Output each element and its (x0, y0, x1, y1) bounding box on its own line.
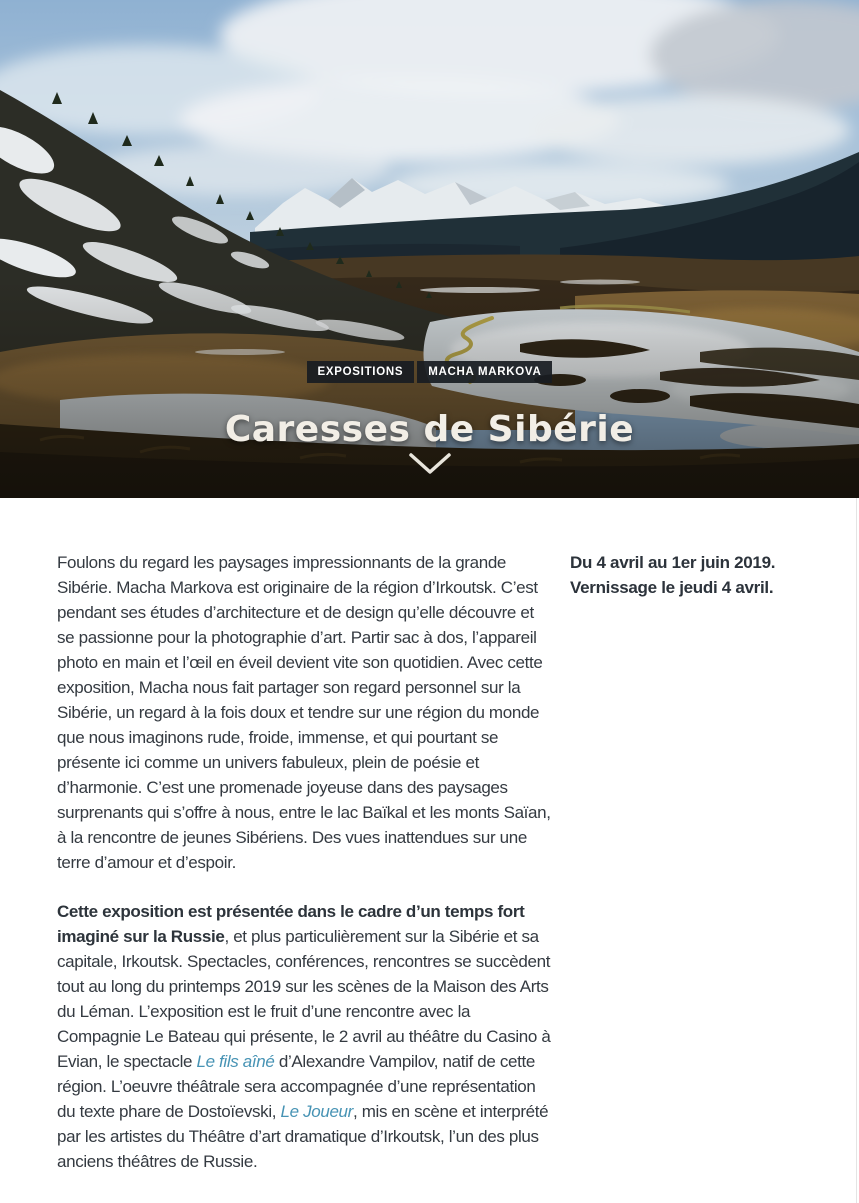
exhibition-dates (570, 550, 820, 600)
content-section (0, 498, 859, 1203)
vernissage-line: Vernissage le jeudi 4 avril. (570, 578, 774, 597)
exhibition-article (57, 550, 551, 1198)
tag-expositions[interactable]: EXPOSITIONS (307, 361, 415, 383)
paragraph-2-text: d’Alexandre Vampilov, natif de cette région. L’oeuvre théâtrale sera accompagnée d’une représentation du texte phare de Dostoïevski, (57, 1052, 536, 1121)
dates-line: Du 4 avril au 1er juin 2019. (570, 553, 776, 572)
hero-section (0, 0, 859, 498)
page-right-divider (856, 498, 857, 1203)
article-paragraph-2 (57, 899, 551, 1174)
link-le-fils-aine[interactable]: Le fils aîné (196, 1052, 275, 1071)
link-le-joueur[interactable]: Le Joueur (280, 1102, 353, 1121)
chevron-down-icon (408, 452, 452, 476)
article-paragraph-1: Foulons du regard les paysages impressionnants de la grande Sibérie. Macha Markova est originaire de la région d’Irkoutsk. C’est pendant ses études d’architecture et de design qu’elle découvre et se passionne pour la photographie d’art. Partir sac à dos, l’appareil photo en main et l’œil en éveil devient vite son quotidien. Avec cette exposition, Macha nous fait partager son regard personnel sur la Sibérie, un regard à la fois doux et tendre sur une région du monde que nous imaginons rude, froide, immense, et qui pourtant se présente ici comme un univers fabuleux, plein de poésie et d’harmonie. C’est une promenade joyeuse dans des paysages surprenants qui s’offre à nous, entre le lac Baïkal et les monts Saïan, à la rencontre de jeunes Sibériens. Des vues inattendues sur une terre d’amour et d’espoir. (57, 553, 551, 872)
scroll-down-button[interactable] (408, 452, 452, 479)
tag-macha-markova[interactable]: MACHA MARKOVA (417, 361, 552, 383)
breadcrumb (0, 361, 859, 383)
page-title: Caresses de Sibérie (224, 409, 635, 451)
paragraph-2-text: , mis en scène et interprété par les artistes du Théâtre d’art dramatique d’Irkoutsk, l’un des plus anciens théâtres de Russie. (57, 1102, 549, 1171)
paragraph-2-bold-lead: Cette exposition est présentée dans le cadre d’un temps fort imaginé sur la Russie (57, 902, 525, 946)
paragraph-2-text: , et plus particulièrement sur la Sibérie et sa capitale, Irkoutsk. Spectacles, conférences, rencontres se succèdent tout au long du printemps 2019 sur les scènes de la Maison des Arts du Léman. L’exposition est le fruit d’une rencontre avec la Compagnie Le Bateau qui présente, le 2 avril au théâtre du Casino à Evian, le spectacle (57, 927, 551, 1071)
